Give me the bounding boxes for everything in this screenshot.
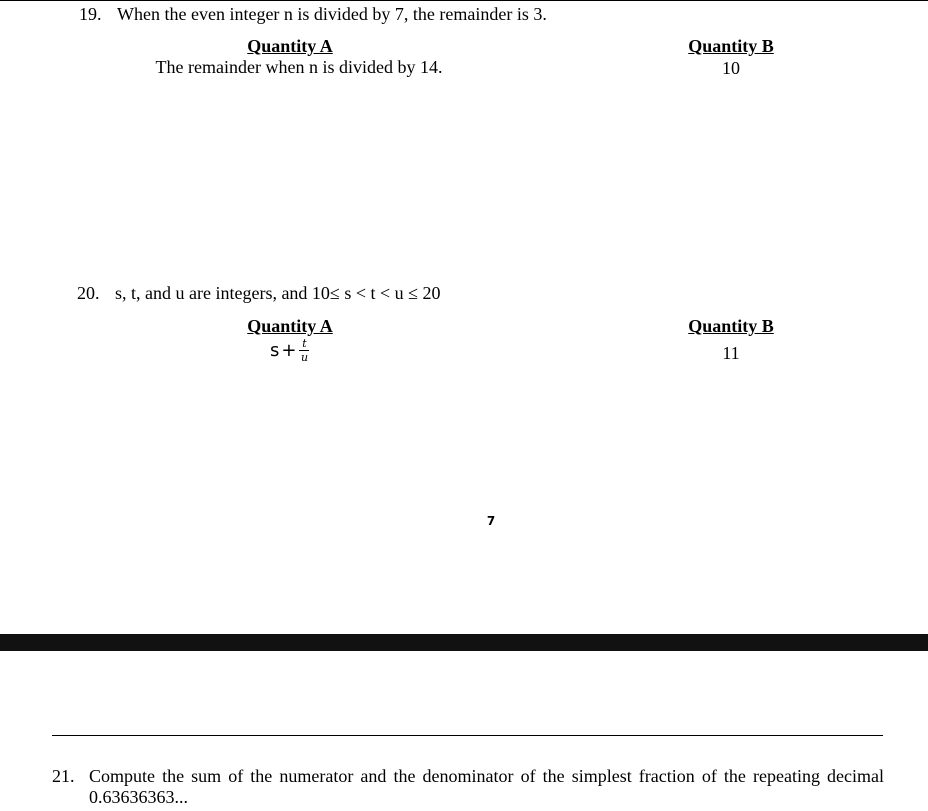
question-21-number: 21. xyxy=(52,766,75,786)
question-20-prompt xyxy=(77,282,441,304)
top-rule xyxy=(0,0,928,1)
question-20-quantity-b-value: 11 xyxy=(722,343,740,363)
question-19-prompt xyxy=(79,3,547,25)
expr-base: s xyxy=(270,339,280,361)
horizontal-rule xyxy=(52,735,883,736)
question-19-quantity-b-label: Quantity B xyxy=(688,36,774,56)
expr-operator: + xyxy=(281,339,297,361)
question-20-quantity-a-expression xyxy=(270,338,309,363)
question-21-text: Compute the sum of the numerator and the denominator of the simplest fraction of the repeating decimal 0.63636363... xyxy=(89,766,884,807)
page-number: 7 xyxy=(486,514,496,528)
question-20-text: s, t, and u are integers, and 10≤ s < t < u ≤ 20 xyxy=(115,283,441,303)
question-19-quantity-a-value: The remainder when n is divided by 14. xyxy=(155,57,443,77)
question-19-number: 19. xyxy=(79,4,102,24)
question-20-number: 20. xyxy=(77,283,100,303)
question-21-prompt xyxy=(52,766,884,808)
question-20-quantity-a-label: Quantity A xyxy=(247,316,333,336)
expr-denominator: u xyxy=(300,351,309,364)
question-19-quantity-b-value: 10 xyxy=(722,58,740,78)
question-20-quantity-b-label: Quantity B xyxy=(688,316,774,336)
question-19-quantity-a-label: Quantity A xyxy=(247,36,333,56)
question-19-text: When the even integer n is divided by 7, the remainder is 3. xyxy=(117,4,547,24)
expr-fraction xyxy=(299,338,309,363)
expr-numerator: t xyxy=(302,337,307,350)
page-break-bar xyxy=(0,634,928,651)
